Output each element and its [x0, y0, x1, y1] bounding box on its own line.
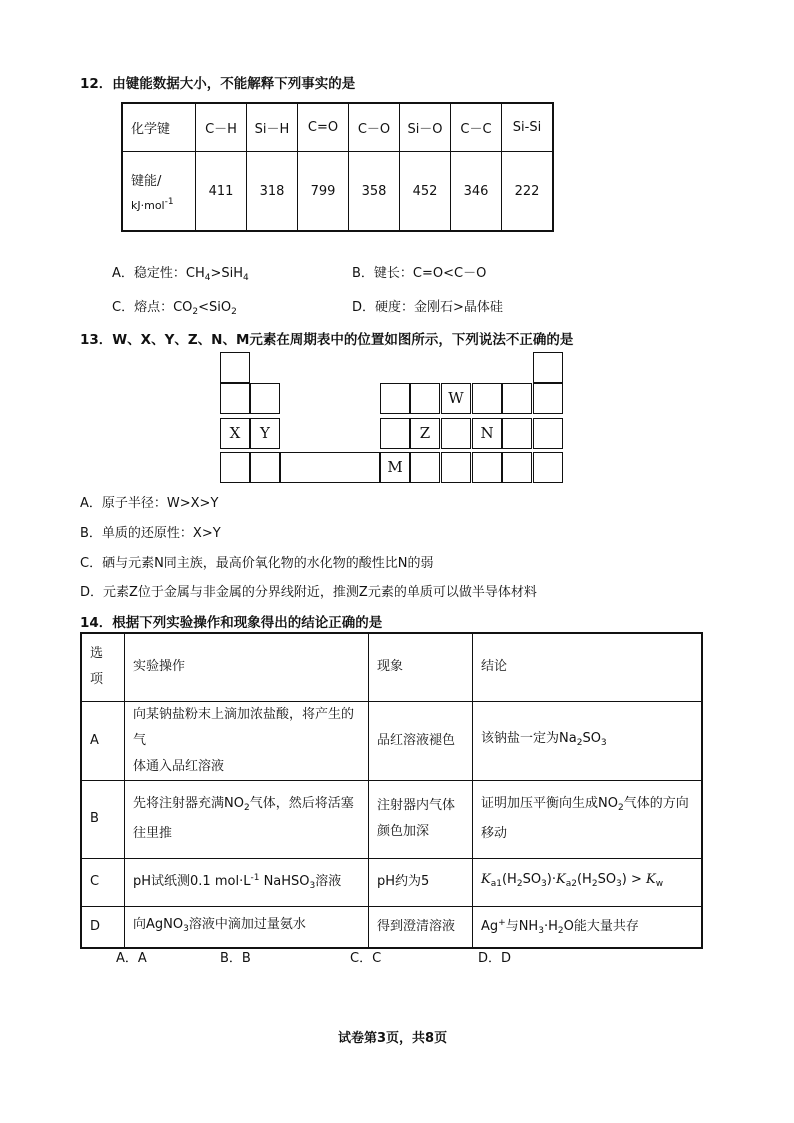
q14-choice-c: C．C	[350, 951, 382, 966]
energy-cell: 346	[451, 152, 502, 232]
pt-cell	[533, 418, 563, 449]
pt-cell	[533, 352, 563, 383]
energy-cell: 358	[349, 152, 400, 232]
pt-cell	[502, 383, 532, 414]
header-conclusion: 结论	[473, 633, 703, 701]
pt-cell	[220, 383, 250, 414]
bond-energy-table	[121, 102, 554, 232]
bond-cell: Si-Si	[502, 103, 554, 152]
row-phenomenon: 注射器内气体 颜色加深	[369, 780, 473, 858]
q12-option-b: B．键长：C=O<C－O	[352, 266, 487, 281]
row-operation: pH试纸测0.1 $mol\cdot L^{-1}$ NaHSO$_3$溶液	[125, 858, 369, 906]
bond-cell: C－H	[196, 103, 247, 152]
q13-option-d: D．元素Z位于金属与非金属的分界线附近，推测Z元素的单质可以做半导体材料	[80, 585, 537, 600]
header-operation: 实验操作	[125, 633, 369, 701]
q13-stem: 13．W、X、Y、Z、N、M元素在周期表中的位置如图所示，下列说法不正确的是	[80, 332, 574, 348]
energy-cell: 452	[400, 152, 451, 232]
q13-option-a: A．原子半径：W>X>Y	[80, 496, 219, 511]
pt-cell	[410, 452, 440, 483]
row-phenomenon: 得到澄清溶液	[369, 906, 473, 948]
pt-cell	[441, 452, 471, 483]
pt-cell	[502, 452, 532, 483]
pt-cell-z: Z	[410, 418, 440, 449]
row-label: C	[81, 858, 125, 906]
bond-cell: Si－H	[247, 103, 298, 152]
pt-cell	[220, 452, 250, 483]
experiment-table	[80, 632, 703, 949]
q14-choice-d: D．D	[478, 951, 512, 966]
row-operation: 先将注射器充满$NO_2$气体，然后将活塞 往里推	[125, 780, 369, 858]
pt-cell-y: Y	[250, 418, 280, 449]
q12-option-c: C．熔点：$CO_2<SiO_2$	[112, 300, 237, 317]
pt-cell-n: N	[472, 418, 502, 449]
energy-unit: kJ·mol$^{-1}$	[131, 197, 174, 212]
pt-cell	[250, 452, 280, 483]
pt-cell	[220, 352, 250, 383]
row-conclusion: 该钠盐一定为$Na_2SO_3$	[473, 701, 703, 780]
pt-cell	[472, 452, 502, 483]
pt-cell	[502, 418, 532, 449]
pt-cell	[380, 383, 410, 414]
bond-cell: C－O	[349, 103, 400, 152]
q12-option-d: D．硬度：金刚石>晶体硅	[352, 300, 503, 315]
pt-cell-w: W	[441, 383, 471, 414]
pt-cell	[380, 418, 410, 449]
row-label: D	[81, 906, 125, 948]
table-header-energy	[122, 152, 196, 232]
row-operation: 向AgNO$_3$溶液中滴加过量氨水	[125, 906, 369, 948]
table-row	[81, 858, 702, 906]
pt-cell	[410, 383, 440, 414]
energy-cell: 222	[502, 152, 554, 232]
q13-option-b: B．单质的还原性：X>Y	[80, 526, 221, 541]
table-header-row	[81, 633, 702, 701]
q14-choice-a: A．A	[116, 951, 147, 966]
pt-cell	[533, 452, 563, 483]
row-phenomenon: 品红溶液褪色	[369, 701, 473, 780]
row-label: A	[81, 701, 125, 780]
table-row	[81, 780, 702, 858]
header-phenomenon: 现象	[369, 633, 473, 701]
row-label: B	[81, 780, 125, 858]
pt-cell	[441, 418, 471, 449]
bond-cell: C=O	[298, 103, 349, 152]
q14-stem: 14．根据下列实验操作和现象得出的结论正确的是	[80, 615, 383, 631]
q14-choice-b: B．B	[220, 951, 251, 966]
energy-label: 键能/	[131, 174, 162, 189]
pt-cell	[250, 383, 280, 414]
pt-cell-m: M	[380, 452, 410, 483]
pt-cell-x: X	[220, 418, 250, 449]
bond-cell: Si－O	[400, 103, 451, 152]
header-option: 选 项	[81, 633, 125, 701]
pt-cell	[472, 383, 502, 414]
row-operation: 向某钠盐粉末上滴加浓盐酸，将产生的气 体通入品红溶液	[125, 701, 369, 780]
table-row	[81, 906, 702, 948]
energy-cell: 318	[247, 152, 298, 232]
row-conclusion: Ag+与$NH_3\cdot H_2O$能大量共存	[473, 906, 703, 948]
energy-cell: 411	[196, 152, 247, 232]
energy-cell: 799	[298, 152, 349, 232]
bond-cell: C－C	[451, 103, 502, 152]
pt-cell	[533, 383, 563, 414]
q12-option-a: A．稳定性：$CH_4>SiH_4$	[112, 266, 249, 283]
page-footer: 试卷第3页，共8页	[338, 1031, 448, 1046]
row-phenomenon: pH约为5	[369, 858, 473, 906]
table-row	[81, 701, 702, 780]
row-conclusion: $K_{a1}(H_2SO_3)\cdot K_{a2}(H_2SO_3) > K_w$	[473, 858, 703, 906]
row-conclusion: 证明加压平衡向生成$NO_2$气体的方向 移动	[473, 780, 703, 858]
q12-stem: 12．由键能数据大小，不能解释下列事实的是	[80, 76, 356, 92]
pt-transition-band	[280, 452, 380, 483]
q13-option-c: C．硒与元素N同主族，最高价氧化物的水化物的酸性比N的弱	[80, 556, 434, 571]
table-header-bond: 化学键	[122, 103, 196, 152]
